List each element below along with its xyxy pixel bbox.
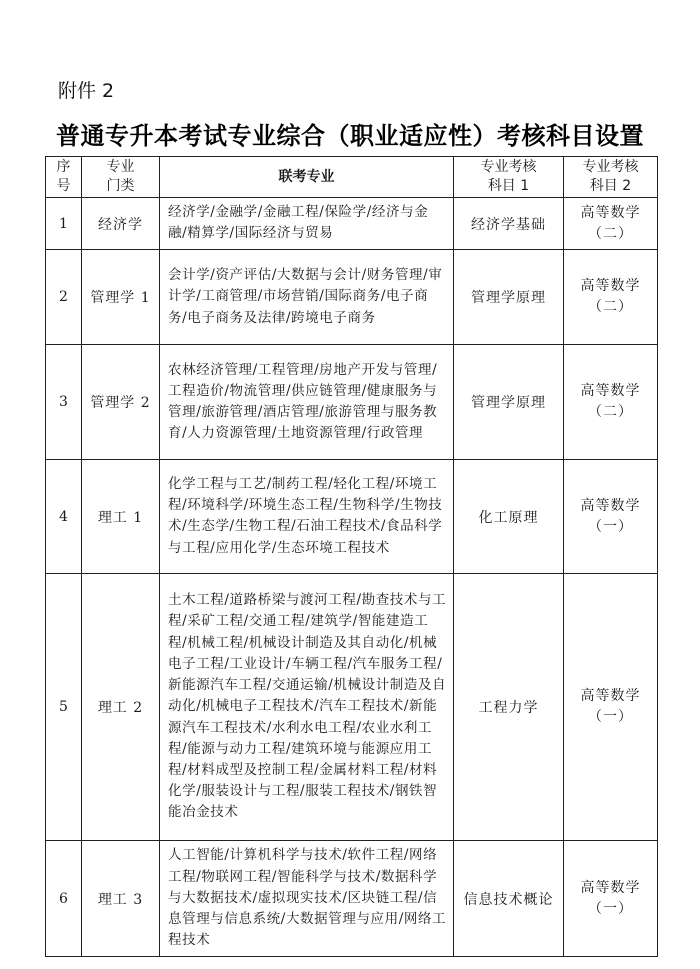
- subjects-table: [45, 156, 658, 957]
- row-seq: 1: [46, 198, 82, 250]
- row-seq: 5: [46, 574, 82, 841]
- row-subject2: [564, 460, 658, 574]
- header-subject2: [564, 157, 658, 198]
- table-row: [46, 345, 658, 460]
- row-subject1: 管理学原理: [454, 345, 564, 460]
- row-subject2-line2: （一）: [588, 900, 633, 917]
- row-subject2-line1: 高等数学: [580, 879, 641, 896]
- table-row: [46, 841, 658, 957]
- row-subject1: 工程力学: [454, 574, 564, 841]
- row-subject2: [564, 841, 658, 957]
- table-row: [46, 198, 658, 250]
- table-header-row: [46, 157, 658, 198]
- row-seq: 4: [46, 460, 82, 574]
- row-seq: 2: [46, 250, 82, 345]
- row-seq: 3: [46, 345, 82, 460]
- row-joint-majors: 化学工程与工艺/制药工程/轻化工程/环境工程/环境科学/环境生态工程/生物科学/生物技术/生态学/生物工程/石油工程技术/食品科学与工程/应用化学/生态环境工程技术: [160, 460, 454, 574]
- header-subject1-line1: 专业考核: [480, 159, 537, 175]
- row-category: 经济学: [82, 198, 160, 250]
- header-subject1: [454, 157, 564, 198]
- row-subject1: 信息技术概论: [454, 841, 564, 957]
- row-subject2-line2: （二）: [588, 225, 633, 242]
- row-subject1: 化工原理: [454, 460, 564, 574]
- row-category: 理工 3: [82, 841, 160, 957]
- header-joint-majors: 联考专业: [160, 157, 454, 198]
- table-row: [46, 574, 658, 841]
- row-seq: 6: [46, 841, 82, 957]
- table-row: [46, 250, 658, 345]
- row-subject1: 管理学原理: [454, 250, 564, 345]
- row-subject2-line2: （二）: [588, 404, 633, 421]
- header-category-line1: 专业: [106, 159, 135, 175]
- row-joint-majors: 农林经济管理/工程管理/房地产开发与管理/工程造价/物流管理/供应链管理/健康服务与管理/旅游管理/酒店管理/旅游管理与服务教育/人力资源管理/土地资源管理/行政管理: [160, 345, 454, 460]
- row-subject2-line1: 高等数学: [580, 383, 641, 400]
- row-subject2: [564, 345, 658, 460]
- row-joint-majors: 土木工程/道路桥梁与渡河工程/勘查技术与工程/采矿工程/交通工程/建筑学/智能建造工程/机械工程/机械设计制造及其自动化/机械电子工程/工业设计/车辆工程/汽车服务工程/新能源汽车工程/交通运输/机械设计制造及自动化/机械电子工程技术/汽车工程技术/新能源汽车工程技术/水利水电工程/农业水利工程/能源与动力工程/建筑环境与能源应用工程/材料成型及控制工程/金属材料工程/材料化学/服装设计与工程/服装工程技术/钢铁智能冶金技术: [160, 574, 454, 841]
- page-title: 普通专升本考试专业综合（职业适应性）考核科目设置: [56, 121, 644, 150]
- row-category: 管理学 2: [82, 345, 160, 460]
- row-category: 理工 2: [82, 574, 160, 841]
- row-subject2: [564, 574, 658, 841]
- row-subject1: 经济学基础: [454, 198, 564, 250]
- row-subject2: [564, 250, 658, 345]
- header-subject1-line2: 科目 1: [487, 178, 530, 194]
- row-joint-majors: 经济学/金融学/金融工程/保险学/经济与金融/精算学/国际经济与贸易: [160, 198, 454, 250]
- row-joint-majors: 会计学/资产评估/大数据与会计/财务管理/审计学/工商管理/市场营销/国际商务/电子商务/电子商务及法律/跨境电子商务: [160, 250, 454, 345]
- row-subject2-line1: 高等数学: [580, 497, 641, 514]
- row-subject2: [564, 198, 658, 250]
- header-seq-line2: 号: [56, 178, 71, 194]
- header-category-line2: 门类: [106, 178, 135, 194]
- row-category: 管理学 1: [82, 250, 160, 345]
- header-subject2-line2: 科目 2: [589, 178, 632, 194]
- row-subject2-line2: （二）: [588, 299, 633, 316]
- attachment-label: 附件 2: [58, 80, 115, 102]
- header-seq: [46, 157, 82, 198]
- header-subject2-line1: 专业考核: [582, 159, 639, 175]
- row-subject2-line1: 高等数学: [580, 278, 641, 295]
- table-row: [46, 460, 658, 574]
- header-seq-line1: 序: [56, 159, 71, 175]
- row-subject2-line2: （一）: [588, 709, 633, 726]
- row-subject2-line2: （一）: [588, 518, 633, 535]
- row-subject2-line1: 高等数学: [580, 204, 641, 221]
- header-category: [82, 157, 160, 198]
- row-subject2-line1: 高等数学: [580, 688, 641, 705]
- row-category: 理工 1: [82, 460, 160, 574]
- row-joint-majors: 人工智能/计算机科学与技术/软件工程/网络工程/物联网工程/智能科学与技术/数据科学与大数据技术/虚拟现实技术/区块链工程/信息管理与信息系统/大数据管理与应用/网络工程技术: [160, 841, 454, 957]
